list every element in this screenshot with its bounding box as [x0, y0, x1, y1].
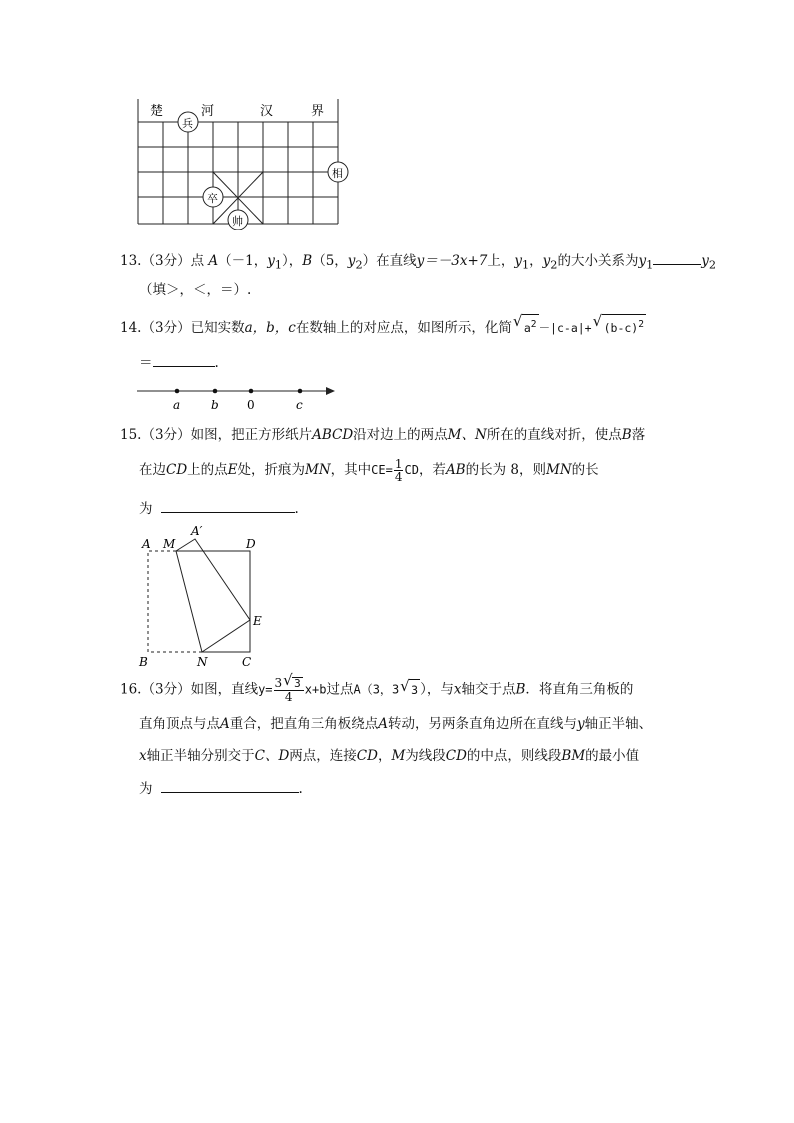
q16-var: y: [577, 716, 585, 732]
q14-sqrt-1: [522, 314, 539, 338]
q15-text: 落: [631, 427, 646, 443]
board-char-jie: 界: [311, 104, 325, 119]
q13-sub: 1: [646, 258, 654, 272]
q13-answer-blank[interactable]: [653, 250, 701, 265]
piece-xiang: 相: [332, 167, 343, 180]
q16-text: 的最小值: [585, 748, 640, 764]
q16-var: M: [391, 748, 406, 764]
q16-text: ），与: [420, 681, 454, 698]
piece-shuai: 帅: [232, 215, 243, 228]
q16-var: x: [453, 681, 462, 698]
label-a: A: [142, 537, 151, 551]
q16-text: 过点: [326, 681, 354, 698]
q16-text: 轴正半轴、: [584, 716, 653, 732]
label-n: N: [197, 655, 208, 669]
q14-sqrt1-exp: 2: [530, 319, 537, 330]
q14-line-2: [139, 352, 219, 373]
q16-line-4: [139, 778, 303, 799]
q15-text: 所在的直线对折，使点: [486, 427, 622, 443]
q16-text: 转动，另两条直角边所在直线与: [388, 716, 577, 732]
q15-line-3: [139, 498, 299, 519]
q15-text: ，若: [418, 462, 446, 478]
q16-answer-blank[interactable]: [161, 778, 299, 793]
q15-number: 15.: [120, 427, 142, 443]
q13-point-b: B: [302, 253, 313, 269]
q16-text: ，: [377, 748, 392, 764]
q14-score: （3分）: [141, 319, 191, 336]
q13-sub: 2: [355, 258, 363, 272]
q15-ce: CE=: [371, 463, 393, 477]
q13-text: 的大小关系为: [557, 253, 639, 269]
q15-var: CD: [166, 462, 188, 478]
q13-text: 点: [190, 253, 205, 269]
q16-var: C、D: [254, 748, 290, 764]
q15-score: （3分）: [141, 427, 191, 443]
q13-y2: y: [701, 253, 709, 269]
piece-zu: 卒: [207, 192, 218, 205]
q14-vars: a，b，c: [244, 319, 296, 336]
q13-sub: 2: [708, 258, 717, 272]
q13-sub: 1: [521, 258, 530, 272]
q14-sqrt1-base: a: [523, 320, 531, 335]
q15-var: B: [621, 427, 632, 443]
q16-point-coef: 3: [391, 682, 400, 697]
axis-label-a: a: [173, 398, 181, 412]
axis-label-b: b: [211, 398, 219, 412]
q16-text: 轴交于点: [461, 681, 516, 698]
q13-line-2: （填＞，＜，＝）.: [139, 282, 252, 298]
axis-label-zero: 0: [247, 398, 255, 412]
q13-sub: 2: [550, 258, 558, 272]
q14-end: .: [214, 355, 219, 371]
q16-var: A: [220, 716, 230, 732]
q16-frac-sqrt: √ 3: [292, 677, 303, 690]
q15-cd: CD: [404, 463, 419, 477]
q16-score: （3分）: [141, 681, 191, 698]
q16-y: y=: [258, 682, 273, 697]
q16-point: A（3，: [353, 682, 392, 697]
q15-var: M、N: [447, 427, 487, 443]
q15-var: MN: [546, 462, 572, 478]
q16-var: CD: [445, 748, 467, 764]
question-13: 13.（3分）点 A（－1，$y_1$），B（5，$y_2$）在直线y＝－3x+7上，$y_1$，$y_2$的大小关系为$y_1$ $y_2$: [120, 250, 716, 276]
q13-text: 上，: [487, 253, 515, 269]
board-char-han: 汉: [260, 104, 274, 119]
q16-text: 为: [139, 781, 153, 797]
q15-var: AB: [445, 462, 466, 478]
q15-line-2: [139, 458, 599, 483]
question-16: [120, 677, 633, 703]
q16-text: 轴正半轴分别交于: [146, 748, 255, 764]
q15-text: 处，折痕为: [237, 462, 306, 478]
q13-point-a: A: [208, 253, 219, 269]
axis-label-c: c: [296, 398, 303, 412]
q15-var: MN: [305, 462, 331, 478]
q14-sqrt-2: [602, 314, 646, 338]
q16-text: 直角顶点与点: [139, 716, 220, 732]
piece-bing: 兵: [182, 117, 193, 130]
question-15: [120, 425, 645, 445]
q15-frac-den: 4: [394, 470, 403, 484]
fold-square-figure: [136, 522, 271, 672]
label-a-prime: A′: [191, 524, 203, 538]
q16-var: x: [139, 748, 147, 764]
q16-frac-coef: 3: [274, 676, 283, 690]
q13-number: 13.: [120, 253, 142, 269]
q15-frac-num: 1: [394, 457, 403, 471]
q16-text: 为线段: [405, 748, 446, 764]
q15-text: 沿对边上的两点: [353, 427, 448, 443]
q16-var: A: [378, 716, 388, 732]
q14-sqrt2-base: (b-c): [603, 320, 639, 335]
q13-y1: y: [514, 253, 522, 269]
q15-text: 的长: [571, 462, 599, 478]
q13-text: ），: [282, 253, 303, 269]
q15-fraction: [394, 458, 404, 483]
q16-text: ．将直角三角板的: [525, 681, 634, 698]
q16-line-2: [139, 714, 652, 734]
q14-sqrt2-exp: 2: [638, 319, 645, 330]
q13-y2: y: [542, 253, 551, 269]
q13-text: ）在直线: [362, 253, 417, 269]
q13-sub: 1: [274, 258, 283, 272]
q14-mid: －|c-a|+: [538, 320, 592, 335]
q16-text: 如图，直线: [190, 681, 259, 698]
q13-y1: y: [267, 253, 275, 269]
q15-var: ABCD: [312, 427, 354, 443]
q15-var: E: [227, 462, 238, 478]
label-b: B: [139, 655, 148, 669]
q16-fraction: [274, 677, 304, 703]
board-char-chu: 楚: [150, 104, 164, 119]
question-14: [120, 314, 646, 338]
q13-text: （－1，: [218, 253, 268, 269]
q14-text: 在数轴上的对应点，如图所示，化简: [295, 319, 512, 336]
q15-end: .: [294, 501, 299, 517]
q16-text: 重合，把直角三角板绕点: [229, 716, 379, 732]
q15-text: 如图，把正方形纸片: [190, 427, 313, 443]
label-d: D: [246, 537, 256, 551]
q14-number: 14.: [120, 319, 142, 336]
q16-text: 的中点，则线段: [466, 748, 562, 764]
q16-number: 16.: [120, 681, 142, 698]
label-c: C: [242, 655, 252, 669]
q15-text: 在边: [139, 462, 166, 478]
q16-line-3: [139, 746, 639, 766]
label-e: E: [253, 614, 262, 628]
q15-text: 为: [139, 501, 153, 517]
q13-text: （5，: [312, 253, 348, 269]
q16-var: B: [515, 681, 526, 698]
label-m: M: [163, 537, 176, 551]
q13-equation: y＝－3x+7: [416, 253, 488, 269]
q16-var: CD: [356, 748, 378, 764]
q15-text: 上的点: [187, 462, 228, 478]
q15-text: ，其中: [330, 462, 372, 478]
q16-var: BM: [561, 748, 586, 764]
q16-end: .: [298, 781, 303, 797]
q13-y1: y: [638, 253, 647, 269]
q13-score: （3分）: [141, 253, 191, 269]
chess-board-figure: [130, 96, 360, 230]
q15-answer-blank[interactable]: [161, 498, 295, 513]
q16-text: 两点，连接: [289, 748, 357, 764]
q14-text: 已知实数: [190, 319, 245, 336]
q14-answer-blank[interactable]: [153, 352, 215, 367]
board-char-he: 河: [201, 104, 215, 119]
q16-frac-den: 4: [284, 690, 293, 704]
q14-equals: ＝: [139, 355, 153, 371]
q16-point-sqrt: √ 3: [409, 679, 420, 700]
q13-y2: y: [347, 253, 356, 269]
q16-frac-num: [274, 677, 304, 691]
number-line-figure: [135, 380, 345, 414]
q16-xb: x+b: [304, 682, 327, 697]
q15-text: 的长为 8，则: [465, 462, 546, 478]
